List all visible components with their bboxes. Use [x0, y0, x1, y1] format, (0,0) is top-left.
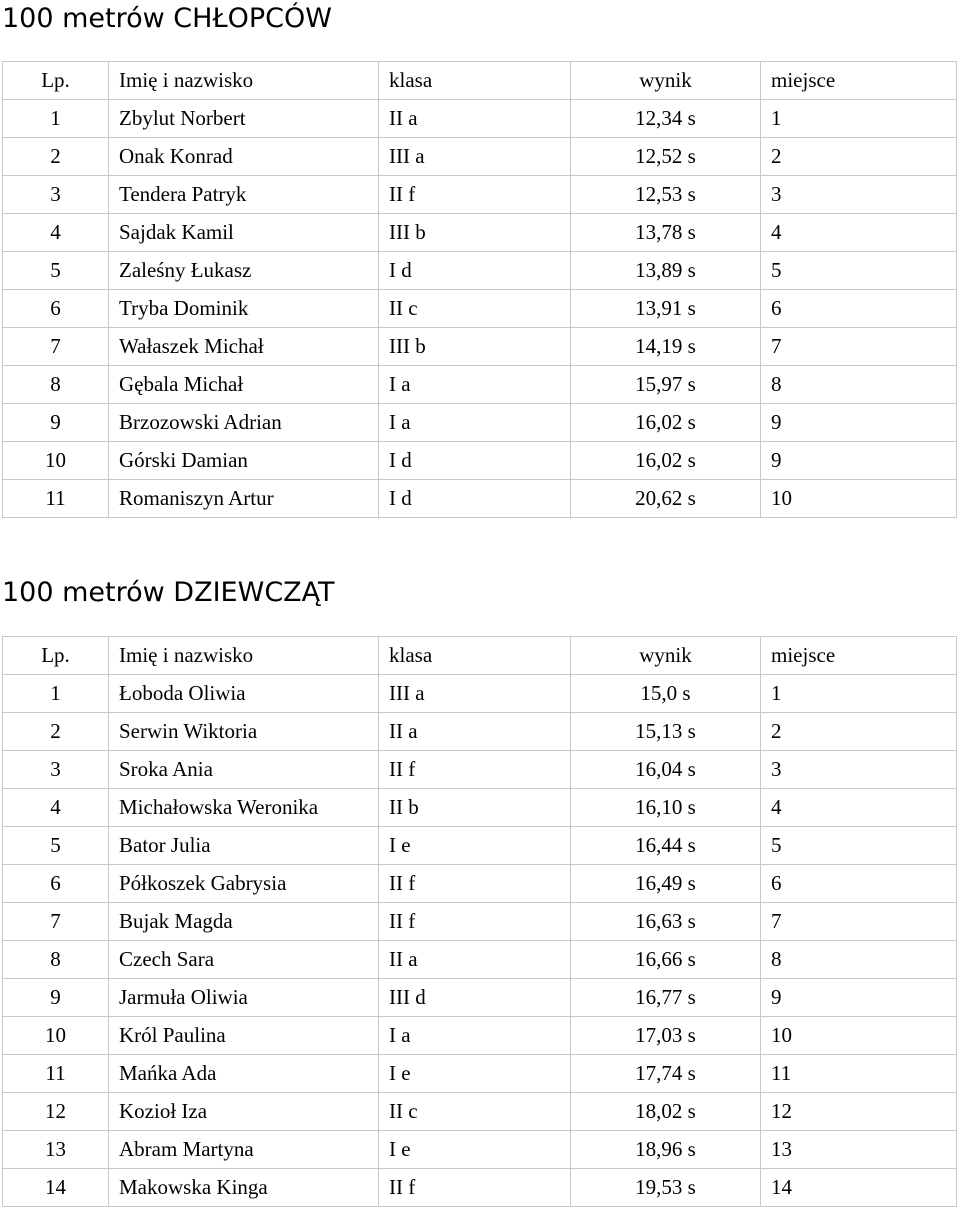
cell-name: Zaleśny Łukasz [109, 252, 379, 290]
header-cell-place: miejsce [761, 62, 957, 100]
cell-name: Mańka Ada [109, 1055, 379, 1093]
cell-lp: 7 [3, 328, 109, 366]
table-row [3, 480, 957, 518]
cell-lp: 6 [3, 865, 109, 903]
table-row [3, 865, 957, 903]
cell-name: Sajdak Kamil [109, 214, 379, 252]
cell-class: III a [379, 675, 571, 713]
cell-lp: 9 [3, 404, 109, 442]
cell-name: Abram Martyna [109, 1131, 379, 1169]
cell-lp: 10 [3, 442, 109, 480]
cell-class: III b [379, 328, 571, 366]
cell-place: 5 [761, 252, 957, 290]
cell-class: I a [379, 366, 571, 404]
header-cell-class: klasa [379, 62, 571, 100]
cell-lp: 8 [3, 941, 109, 979]
cell-lp: 1 [3, 675, 109, 713]
girls-table-header [3, 637, 957, 675]
cell-result: 17,03 s [571, 1017, 761, 1055]
table-row [3, 404, 957, 442]
table-row [3, 713, 957, 751]
cell-place: 6 [761, 865, 957, 903]
cell-lp: 4 [3, 789, 109, 827]
girls-section-title: 100 metrów DZIEWCZĄT [2, 577, 335, 608]
cell-place: 9 [761, 442, 957, 480]
header-cell-lp: Lp. [3, 62, 109, 100]
cell-class: II a [379, 941, 571, 979]
cell-lp: 2 [3, 713, 109, 751]
cell-name: Gębala Michał [109, 366, 379, 404]
cell-class: I d [379, 252, 571, 290]
cell-result: 14,19 s [571, 328, 761, 366]
table-row [3, 214, 957, 252]
cell-place: 2 [761, 138, 957, 176]
cell-lp: 11 [3, 1055, 109, 1093]
cell-result: 16,10 s [571, 789, 761, 827]
header-cell-lp: Lp. [3, 637, 109, 675]
cell-result: 16,63 s [571, 903, 761, 941]
cell-class: I e [379, 827, 571, 865]
cell-place: 11 [761, 1055, 957, 1093]
boys-section-title: 100 metrów CHŁOPCÓW [2, 3, 332, 34]
cell-result: 18,02 s [571, 1093, 761, 1131]
cell-place: 8 [761, 941, 957, 979]
cell-place: 3 [761, 176, 957, 214]
cell-result: 13,78 s [571, 214, 761, 252]
header-cell-class: klasa [379, 637, 571, 675]
table-row [3, 290, 957, 328]
cell-name: Sroka Ania [109, 751, 379, 789]
cell-lp: 7 [3, 903, 109, 941]
cell-class: II f [379, 1169, 571, 1207]
cell-name: Bujak Magda [109, 903, 379, 941]
cell-place: 12 [761, 1093, 957, 1131]
cell-class: II c [379, 1093, 571, 1131]
cell-place: 10 [761, 480, 957, 518]
girls-table-body [3, 675, 957, 1207]
cell-name: Łoboda Oliwia [109, 675, 379, 713]
cell-class: I a [379, 1017, 571, 1055]
table-row [3, 252, 957, 290]
cell-name: Brzozowski Adrian [109, 404, 379, 442]
cell-place: 9 [761, 404, 957, 442]
cell-name: Kozioł Iza [109, 1093, 379, 1131]
cell-result: 16,49 s [571, 865, 761, 903]
cell-result: 16,44 s [571, 827, 761, 865]
table-row [3, 1169, 957, 1207]
cell-class: II a [379, 100, 571, 138]
cell-class: II a [379, 713, 571, 751]
cell-name: Bator Julia [109, 827, 379, 865]
table-row [3, 751, 957, 789]
cell-result: 13,91 s [571, 290, 761, 328]
cell-lp: 2 [3, 138, 109, 176]
table-row [3, 1017, 957, 1055]
girls-results-table [2, 636, 957, 1207]
table-row [3, 1055, 957, 1093]
cell-result: 16,02 s [571, 442, 761, 480]
boys-results-table [2, 61, 957, 518]
cell-lp: 3 [3, 751, 109, 789]
cell-class: III b [379, 214, 571, 252]
table-row [3, 1131, 957, 1169]
cell-class: III a [379, 138, 571, 176]
cell-name: Wałaszek Michał [109, 328, 379, 366]
cell-name: Półkoszek Gabrysia [109, 865, 379, 903]
table-row [3, 941, 957, 979]
cell-place: 6 [761, 290, 957, 328]
table-row [3, 138, 957, 176]
boys-table-header [3, 62, 957, 100]
cell-lp: 3 [3, 176, 109, 214]
cell-result: 18,96 s [571, 1131, 761, 1169]
cell-class: I e [379, 1131, 571, 1169]
cell-result: 15,0 s [571, 675, 761, 713]
header-cell-name: Imię i nazwisko [109, 637, 379, 675]
cell-name: Tendera Patryk [109, 176, 379, 214]
cell-class: I a [379, 404, 571, 442]
cell-class: I d [379, 480, 571, 518]
table-row [3, 100, 957, 138]
cell-name: Michałowska Weronika [109, 789, 379, 827]
cell-place: 10 [761, 1017, 957, 1055]
cell-class: II f [379, 751, 571, 789]
boys-table-body [3, 100, 957, 518]
header-row [3, 637, 957, 675]
table-row [3, 366, 957, 404]
cell-class: III d [379, 979, 571, 1017]
cell-result: 12,52 s [571, 138, 761, 176]
cell-name: Król Paulina [109, 1017, 379, 1055]
cell-place: 1 [761, 675, 957, 713]
cell-place: 9 [761, 979, 957, 1017]
cell-place: 8 [761, 366, 957, 404]
cell-name: Onak Konrad [109, 138, 379, 176]
cell-lp: 12 [3, 1093, 109, 1131]
cell-place: 7 [761, 328, 957, 366]
cell-lp: 11 [3, 480, 109, 518]
cell-place: 4 [761, 214, 957, 252]
cell-lp: 8 [3, 366, 109, 404]
cell-place: 14 [761, 1169, 957, 1207]
cell-result: 12,53 s [571, 176, 761, 214]
table-row [3, 442, 957, 480]
cell-place: 4 [761, 789, 957, 827]
cell-name: Czech Sara [109, 941, 379, 979]
cell-class: I d [379, 442, 571, 480]
cell-class: II f [379, 176, 571, 214]
table-row [3, 675, 957, 713]
cell-result: 16,02 s [571, 404, 761, 442]
header-cell-result: wynik [571, 637, 761, 675]
cell-lp: 13 [3, 1131, 109, 1169]
cell-result: 19,53 s [571, 1169, 761, 1207]
header-cell-place: miejsce [761, 637, 957, 675]
cell-lp: 1 [3, 100, 109, 138]
cell-name: Jarmuła Oliwia [109, 979, 379, 1017]
cell-result: 16,77 s [571, 979, 761, 1017]
cell-class: II c [379, 290, 571, 328]
cell-class: I e [379, 1055, 571, 1093]
cell-place: 7 [761, 903, 957, 941]
table-row [3, 789, 957, 827]
cell-result: 13,89 s [571, 252, 761, 290]
table-row [3, 979, 957, 1017]
cell-lp: 10 [3, 1017, 109, 1055]
table-row [3, 176, 957, 214]
cell-result: 15,97 s [571, 366, 761, 404]
cell-lp: 4 [3, 214, 109, 252]
cell-name: Tryba Dominik [109, 290, 379, 328]
cell-lp: 5 [3, 252, 109, 290]
cell-name: Zbylut Norbert [109, 100, 379, 138]
table-row [3, 903, 957, 941]
cell-result: 16,04 s [571, 751, 761, 789]
cell-lp: 6 [3, 290, 109, 328]
cell-place: 5 [761, 827, 957, 865]
cell-result: 16,66 s [571, 941, 761, 979]
table-row [3, 328, 957, 366]
cell-name: Makowska Kinga [109, 1169, 379, 1207]
cell-lp: 9 [3, 979, 109, 1017]
cell-lp: 5 [3, 827, 109, 865]
table-row [3, 827, 957, 865]
cell-name: Romaniszyn Artur [109, 480, 379, 518]
cell-place: 1 [761, 100, 957, 138]
header-cell-result: wynik [571, 62, 761, 100]
cell-class: II b [379, 789, 571, 827]
cell-place: 13 [761, 1131, 957, 1169]
table-row [3, 1093, 957, 1131]
cell-result: 20,62 s [571, 480, 761, 518]
cell-place: 3 [761, 751, 957, 789]
cell-class: II f [379, 865, 571, 903]
cell-result: 17,74 s [571, 1055, 761, 1093]
cell-name: Serwin Wiktoria [109, 713, 379, 751]
header-cell-name: Imię i nazwisko [109, 62, 379, 100]
cell-class: II f [379, 903, 571, 941]
cell-result: 12,34 s [571, 100, 761, 138]
cell-name: Górski Damian [109, 442, 379, 480]
cell-place: 2 [761, 713, 957, 751]
header-row [3, 62, 957, 100]
cell-result: 15,13 s [571, 713, 761, 751]
cell-lp: 14 [3, 1169, 109, 1207]
